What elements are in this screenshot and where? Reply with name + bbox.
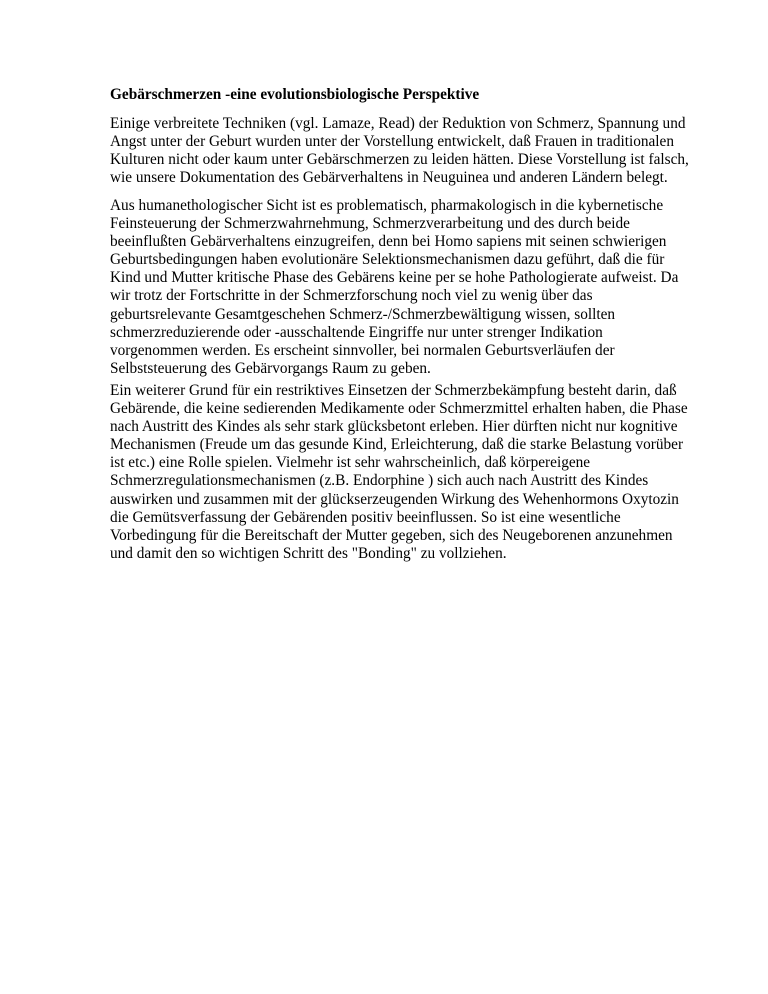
paragraph-2 [110, 197, 678, 378]
text-line: Kulturen nicht oder kaum unter Gebärschmerzen zu leiden hätten. Diese Vorstellung ist falsch, [110, 151, 689, 169]
text-line: Einige verbreitete Techniken (vgl. Lamaze, Read) der Reduktion von Schmerz, Spannung und [110, 115, 686, 132]
text-line: und damit den so wichtigen Schritt des "Bonding" zu vollziehen. [110, 544, 507, 562]
text-line: die Gemütsverfassung der Gebärenden positiv beeinflussen. So ist eine wesentliche [110, 508, 621, 526]
text-line: Mechanismen (Freude um das gesunde Kind, Erleichterung, daß die starke Belastung vorüber [110, 436, 684, 454]
text-line: Vorbedingung für die Bereitschaft der Mutter gegeben, sich des Neugeborenen anzunehmen [110, 526, 673, 544]
text-line: auswirken und zusammen mit der glückserzeugenden Wirkung des Wehenhormons Oxytozin [110, 490, 679, 508]
paragraph-3 [110, 382, 688, 563]
text-line: ist etc.) eine Rolle spielen. Vielmehr ist sehr wahrscheinlich, daß körpereigene [110, 454, 591, 472]
text-line: Ein weiterer Grund für ein restriktives Einsetzen der Schmerzbekämpfung besteht darin, daß [110, 382, 677, 399]
text-line: Angst unter der Geburt wurden unter der Vorstellung entwickelt, daß Frauen in traditionalen [110, 133, 674, 151]
text-line: vorgenommen werden. Es erscheint sinnvoller, bei normalen Geburtsverläufen der [110, 341, 615, 359]
text-line: Kind und Mutter kritische Phase des Gebärens keine per se hohe Pathologierate aufweist. Da [110, 269, 679, 287]
text-line: geburtsrelevante Gesamtgeschehen Schmerz-/Schmerzbewältigung wissen, sollten [110, 305, 616, 323]
text-line: Gebärende, die keine sedierenden Medikamente oder Schmerzmittel erhalten haben, die Phase [110, 400, 688, 418]
text-line: nach Austritt des Kindes als sehr stark glücksbetont erleben. Hier dürften nicht nur kognitive [110, 418, 678, 436]
paragraph-1 [110, 115, 689, 187]
text-line: beeinflußten Gebärverhaltens einzugreifen, denn bei Homo sapiens mit seinen schwierigen [110, 233, 667, 251]
text-line: wir trotz der Fortschritte in der Schmerzforschung noch viel zu wenig über das [110, 287, 593, 305]
text-line: Selbststeuerung des Gebärvorgangs Raum zu geben. [110, 359, 431, 377]
text-line: Aus humanethologischer Sicht ist es problematisch, pharmakologisch in die kybernetische [110, 197, 664, 214]
text-line: Feinsteuerung der Schmerzwahrnehmung, Schmerzverarbeitung und des durch beide [110, 215, 630, 233]
text-line: schmerzreduzierende oder -ausschaltende Eingriffe nur unter strenger Indikation [110, 323, 603, 341]
document-title: Gebärschmerzen -eine evolutionsbiologische Perspektive [110, 86, 480, 103]
text-line: Geburtsbedingungen haben evolutionäre Selektionsmechanismen dazu geführt, daß die für [110, 251, 665, 269]
text-line: wie unsere Dokumentation des Gebärverhaltens in Neuguinea und anderen Ländern belegt. [110, 169, 668, 187]
text-line: Schmerzregulationsmechanismen (z.B. Endorphine ) sich auch nach Austritt des Kindes [110, 472, 649, 490]
